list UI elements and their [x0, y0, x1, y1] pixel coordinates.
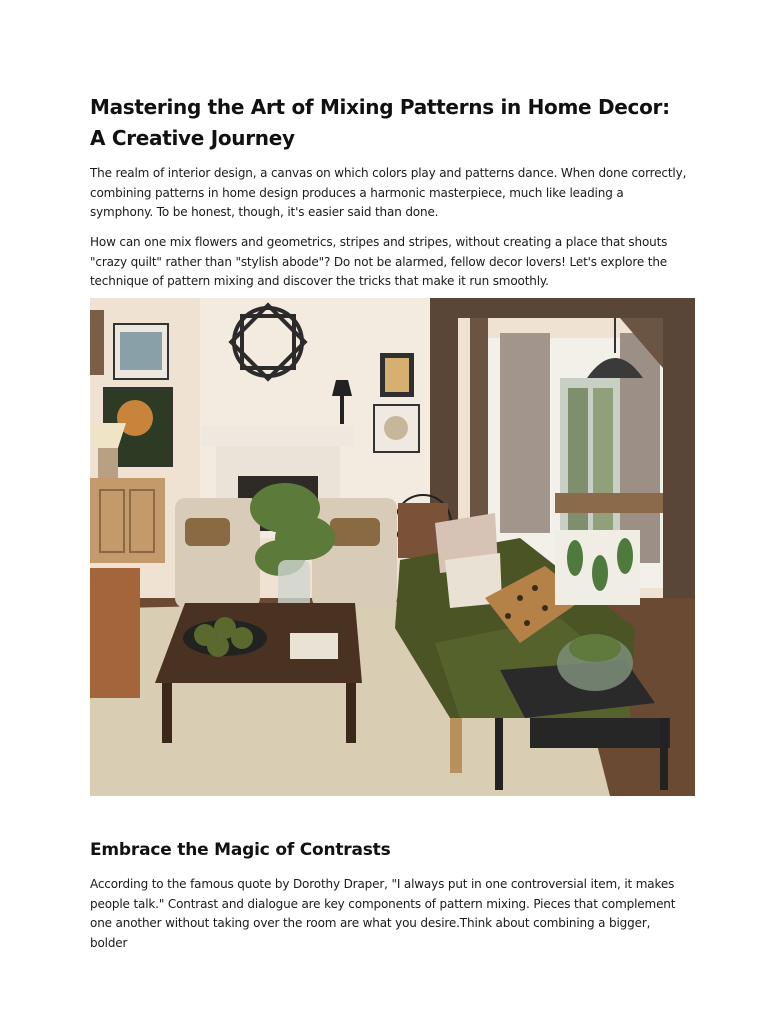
section-heading: Embrace the Magic of Contrasts [90, 840, 391, 860]
article-title: Mastering the Art of Mixing Patterns in Home Decor: A Creative Journey [90, 95, 670, 150]
intro-paragraph-2: How can one mix flowers and geometrics, stripes and stripes, without creating a place that shouts "crazy quilt" rather than "stylish abode"? Do not be alarmed, fellow decor lovers! Let's explore the technique of pattern mixing and discover the tricks that make it run smoothly. [90, 235, 668, 288]
intro-paragraph-1: The realm of interior design, a canvas on which colors play and patterns dance. When done correctly, combining patterns in home design produces a harmonic masterpiece, much like leading a symphony. To be honest, though, it's easier said than done. [90, 166, 687, 219]
living-room-photo [90, 298, 695, 796]
section-paragraph-1: According to the famous quote by Dorothy Draper, "I always put in one controversial item, it makes people talk." Contrast and dialogue are key components of pattern mixing. Pieces that complement one another without taking over the room are what you desire.Think about combining a bigger, bolder [90, 877, 676, 950]
